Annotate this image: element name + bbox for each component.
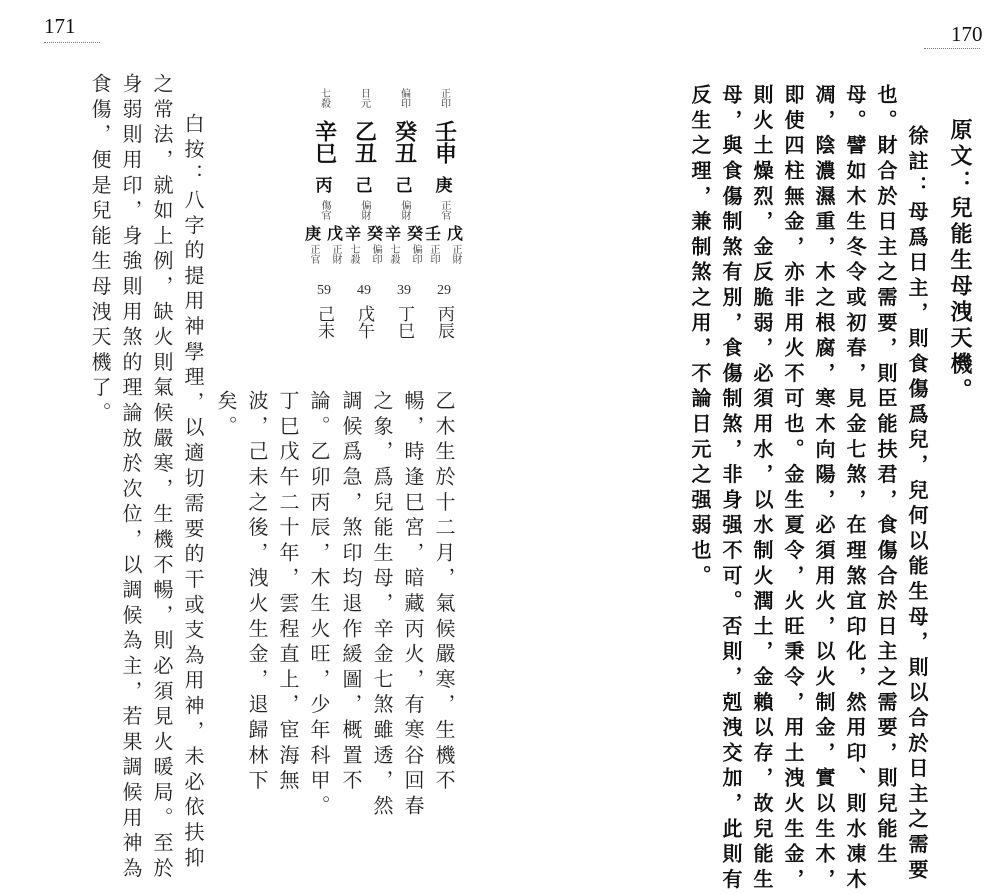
pillar-stems: 癸丑 — [391, 120, 417, 164]
pillar-hour — [304, 84, 344, 223]
luck-age: 59 — [317, 283, 331, 298]
pillar-role: 日元 — [358, 88, 370, 108]
heading-original-text: 原文：兒能生母洩天機。 — [947, 118, 973, 404]
hidden-role: 七殺 — [388, 244, 399, 264]
text-column: 之象，爲兒能生母，辛金七煞雖透，然 — [370, 390, 394, 821]
pillar-stems: 壬申 — [431, 120, 457, 164]
text-column: 暢，時逢巳宮，暗藏丙火，有寒谷回春 — [401, 390, 425, 821]
hidden-char: 辛 — [344, 224, 361, 243]
commentary-column: 則火土燥烈，金反脆弱，必須用水，以水制火潤土，金賴以存，故兒能生 — [750, 84, 774, 894]
hidden-role: 偏印 — [410, 244, 421, 264]
page-number-left: 171 — [44, 14, 76, 38]
text-column: 乙木生於十二月，氣候嚴寒，生機不 — [432, 390, 456, 795]
luck-age: 29 — [437, 283, 451, 298]
hidden-role: 正印 — [428, 244, 439, 264]
hidden-char: 戊 — [446, 224, 463, 243]
hidden-pair-year — [422, 224, 466, 270]
pillar-hidden-role: 偏財 — [359, 200, 370, 220]
hidden-role: 七殺 — [348, 244, 359, 264]
note-column: 白按：八字的提用神學理，以適切需要的干或支為用神，未必依扶抑 — [181, 113, 205, 872]
hidden-pair-month — [382, 224, 426, 270]
hidden-role: 正財 — [450, 244, 461, 264]
pillar-hidden: 己 — [355, 176, 373, 196]
luck-cycle — [344, 282, 384, 344]
commentary-column: 即使四柱無金，亦非用火不可也。金生夏令，火旺秉令，用土洩火生金， — [781, 84, 805, 894]
pillar-hidden: 庚 — [435, 176, 453, 196]
hidden-role: 正財 — [330, 244, 341, 264]
pillar-hidden: 己 — [395, 176, 413, 196]
pillar-day — [344, 84, 384, 223]
commentary-column: 母，與食傷制煞有別，食傷制煞，非身强不可。否則，剋洩交加，此則有 — [719, 84, 743, 894]
text-column: 論。乙卯丙辰，木生火旺，少年科甲。 — [307, 390, 331, 821]
pillar-stems: 乙丑 — [351, 120, 377, 164]
page-rule-left — [44, 42, 100, 45]
commentary-column: 徐註：母爲日主，則食傷爲兒，兒何以能生母，則以合於日主之需要 — [905, 125, 929, 884]
hidden-pair-hour — [302, 224, 346, 270]
hidden-char: 辛 — [384, 224, 401, 243]
hidden-pair-day — [342, 224, 386, 270]
luck-ganzhi: 己未 — [315, 305, 334, 339]
luck-cycle — [384, 282, 424, 344]
luck-cycle — [424, 282, 464, 344]
hidden-char: 壬 — [424, 224, 441, 243]
hidden-char: 戊 — [326, 224, 343, 243]
hidden-char: 庚 — [304, 224, 321, 243]
hidden-role: 正官 — [308, 244, 319, 264]
commentary-column: 母。譬如木生冬令或初春，見金七煞，在理煞宜印化，然用印、則水凍木 — [843, 84, 867, 894]
commentary-column: 反生之理，兼制煞之用，不論日元之强弱也。 — [688, 84, 712, 590]
note-column: 身弱則用印，身強則用煞的理論放於次位，以調候為主，若果調候用神為 — [119, 73, 143, 883]
commentary-column: 凋，陰濃濕重，木之根腐，寒木向陽，必須用火，以火制金，實以生木， — [812, 84, 836, 894]
text-column: 波，己未之後，洩火生金，退歸林下 — [245, 390, 269, 795]
note-column: 之常法，就如上例，缺火則氣候嚴寒，生機不暢，則必須見火暖局。至於 — [150, 73, 174, 883]
commentary-column: 也。財合於日主之需要，則臣能扶君，食傷合於日主之需要，則兒能生 — [874, 84, 898, 869]
luck-age: 39 — [397, 283, 411, 298]
pillar-hidden-role: 偏財 — [399, 200, 410, 220]
pillar-role: 正印 — [438, 88, 450, 108]
hidden-char: 癸 — [406, 224, 423, 243]
pillar-month — [384, 84, 424, 223]
pillar-hidden-role: 傷官 — [319, 200, 330, 220]
pillar-hidden-role: 正官 — [439, 200, 450, 220]
text-column: 丁巳戊午二十年，雲程直上，宦海無 — [276, 390, 300, 795]
pillar-year — [424, 84, 464, 223]
luck-ganzhi: 戊午 — [355, 305, 374, 339]
luck-ganzhi: 丙辰 — [435, 305, 454, 339]
luck-cycle — [304, 282, 344, 344]
pillar-hidden: 丙 — [315, 176, 333, 196]
page-rule-right — [924, 48, 980, 51]
pillar-role: 七殺 — [318, 88, 330, 108]
pillar-role: 偏印 — [398, 88, 410, 108]
text-column: 矣。 — [214, 390, 238, 441]
hidden-char: 癸 — [366, 224, 383, 243]
pillar-stems: 辛巳 — [311, 120, 337, 164]
hidden-role: 偏印 — [370, 244, 381, 264]
luck-age: 49 — [357, 283, 371, 298]
page-number-right: 170 — [951, 22, 983, 46]
luck-ganzhi: 丁巳 — [395, 305, 414, 339]
note-column: 食傷，便是兒能生母洩天機了。 — [88, 73, 112, 428]
text-column: 調候爲急，煞印均退作緩圖，概置不 — [339, 390, 363, 795]
